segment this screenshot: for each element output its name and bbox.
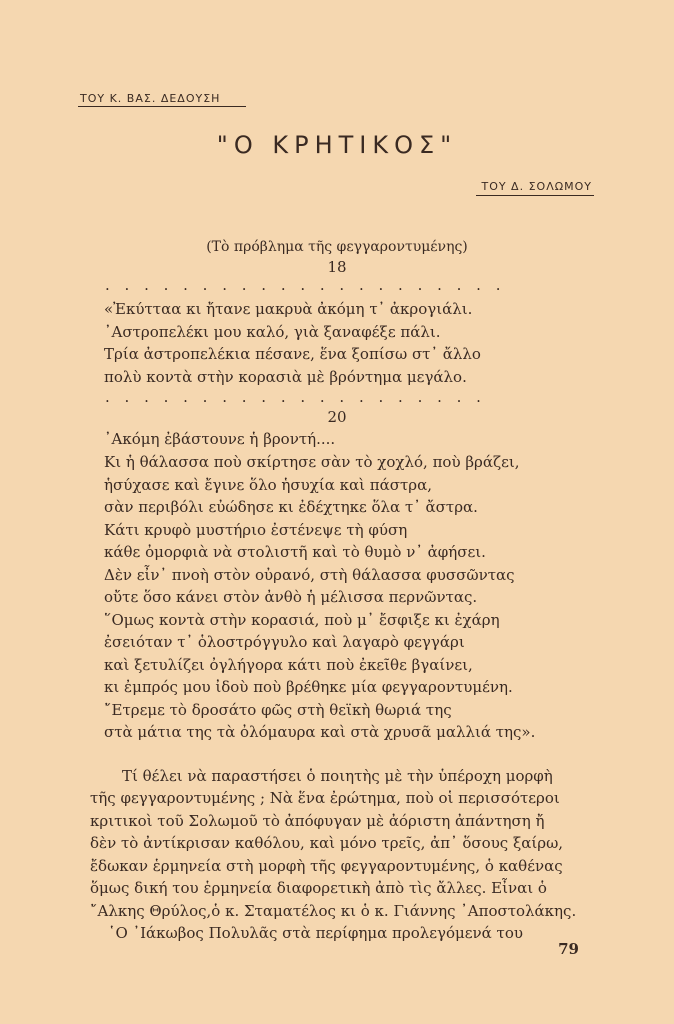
author-credit: ΤΟΥ Κ. ΒΑΣ. ΔΕΔΟΥΣΗ: [80, 92, 221, 105]
page-title: "Ο ΚΡΗΤΙΚΟΣ": [216, 131, 458, 159]
author-underline: [78, 106, 246, 107]
verse-line: κάθε ὀμορφιὰ νὰ στολιστῆ καὶ τὸ θυμὸ ν᾽ ἀφήσει.: [104, 543, 486, 561]
verse-line: Τρία ἀστροπελέκια πέσανε, ἕνα ξοπίσω στ᾽ ἄλλο: [104, 345, 481, 363]
prose-line: κριτικοὶ τοῦ Σολωμοῦ τὸ ἀπόφυγαν μὲ ἀόριστη ἀπάντηση ἤ: [90, 812, 545, 830]
verse-line: Κάτι κρυφὸ μυστήριο ἐστένεψε τὴ φύση: [104, 521, 408, 539]
prose-line: ὅμως δική του ἑρμηνεία διαφορετικὴ ἀπὸ τὶς ἄλλες. Εἶναι ὁ: [90, 879, 547, 897]
poet-underline: [476, 195, 594, 196]
subtitle: (Τὸ πρόβλημα τῆς φεγγαροντυμένης): [206, 239, 468, 255]
prose-line: ῎Αλκης Θρύλος,ὁ κ. Σταματέλος κι ὁ κ. Γιάννης ᾽Αποστολάκης.: [90, 902, 577, 920]
verse-line: Κι ἡ θάλασσα ποὺ σκίρτησε σὰν τὸ χοχλό, ποὺ βράζει,: [104, 453, 520, 471]
poet-credit: ΤΟΥ Δ. ΣΟΛΩΜΟΥ: [481, 180, 592, 193]
page-number: 79: [558, 940, 579, 958]
verse-line: Δὲν εἶν᾽ πνοὴ στὸν οὐρανό, στὴ θάλασσα φυσσῶντας: [104, 566, 515, 584]
section-number-20: 20: [327, 408, 347, 426]
ellipsis-dots: . . . . . . . . . . . . . . . . . . . .: [105, 388, 486, 406]
prose-line: ἔδωκαν ἑρμηνεία στὴ μορφὴ τῆς φεγγαροντυμένης, ὁ καθένας: [90, 857, 563, 875]
verse-line: ἡσύχασε καὶ ἔγινε ὅλο ἡσυχία καὶ πάστρα,: [104, 476, 432, 494]
prose-line: τῆς φεγγαροντυμένης ; Νὰ ἕνα ἐρώτημα, ποὺ οἱ περισσότεροι: [90, 789, 560, 807]
verse-line: ῞Ομως κοντὰ στὴν κορασιά, ποὺ μ᾽ ἔσφιξε κι ἐχάρη: [104, 611, 500, 629]
ellipsis-dots: . . . . . . . . . . . . . . . . . . . . .: [105, 276, 506, 294]
verse-line: οὔτε ὅσο κάνει στὸν ἀνθὸ ἡ μέλισσα περνῶντας.: [104, 588, 478, 606]
verse-line: ᾽Ακόμη ἐβάστουνε ἡ βροντή....: [104, 430, 336, 448]
verse-line: ῎Ετρεμε τὸ δροσάτο φῶς στὴ θεϊκὴ θωριά της: [104, 701, 452, 719]
prose-line: Τί θέλει νὰ παραστήσει ὁ ποιητὴς μὲ τὴν ὑπέροχη μορφὴ: [122, 767, 553, 785]
verse-line: ᾽Αστροπελέκι μου καλό, γιὰ ξαναφέξε πάλι.: [104, 323, 441, 341]
verse-line: στὰ μάτια της τὰ ὀλόμαυρα καὶ στὰ χρυσᾶ μαλλιά της».: [104, 723, 536, 741]
verse-line: πολὺ κοντὰ στὴν κορασιὰ μὲ βρόντημα μεγάλο.: [104, 368, 467, 386]
prose-line: δὲν τὸ ἀντίκρισαν καθόλου, καὶ μόνο τρεῖς, ἀπ᾽ ὅσους ξαίρω,: [90, 834, 564, 852]
verse-line: καὶ ξετυλίζει ὀγλήγορα κάτι ποὺ ἐκεῖθε βγαίνει,: [104, 656, 473, 674]
verse-line: κι ἐμπρός μου ἰδοὺ ποὺ βρέθηκε μία φεγγαροντυμένη.: [104, 678, 513, 696]
section-number-18: 18: [327, 258, 347, 276]
prose-line: ῾Ο ᾽Ιάκωβος Πολυλᾶς στὰ περίφημα προλεγόμενά του: [108, 924, 524, 942]
verse-line: «Ἐκύτταα κι ἤτανε μακρυὰ ἀκόμη τ᾽ ἀκρογιάλι.: [104, 300, 473, 318]
verse-line: σὰν περιβόλι εὐώδησε κι ἐδέχτηκε ὅλα τ᾽ ἄστρα.: [104, 498, 478, 516]
verse-line: ἐσειόταν τ᾽ ὁλοστρόγγυλο καὶ λαγαρὸ φεγγάρι: [104, 633, 465, 651]
